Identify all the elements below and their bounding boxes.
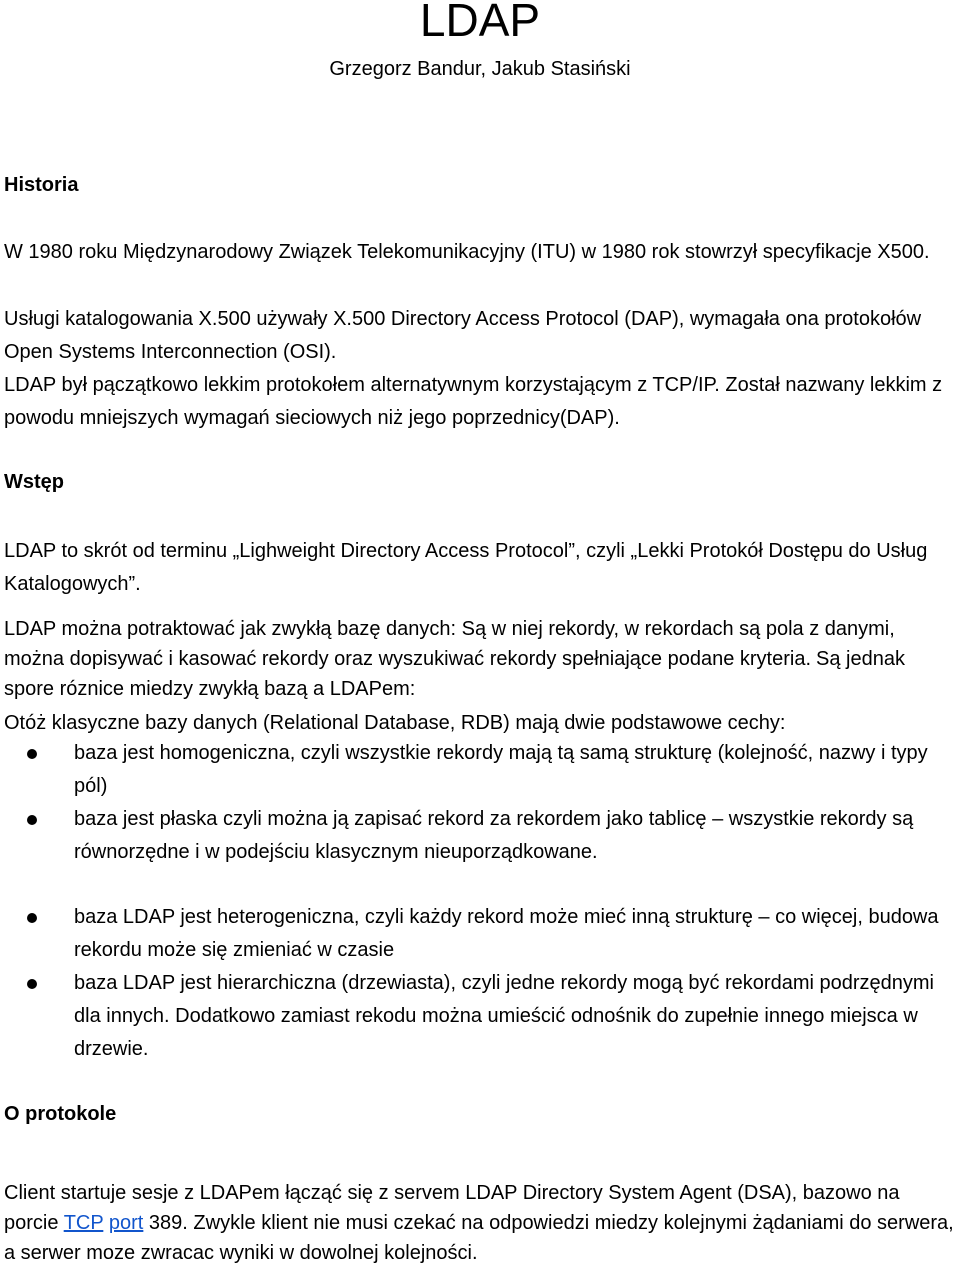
historia-paragraph-3: LDAP był pączątkowo lekkim protokołem alternatywnym korzystającym z TCP/IP. Został nazwany lekkim z powodu mniejszych wymagań sieciowych niż jego poprzednicy(DAP).: [4, 374, 943, 429]
list-item: [4, 967, 958, 1066]
bullet-icon: [27, 913, 37, 923]
section-heading-wstep: Wstęp: [4, 471, 64, 493]
wstep-paragraph-1: LDAP to skrót od terminu „Lighweight Directory Access Protocol”, czyli „Lekki Protokół Dostępu do Usług Katalogowych”.: [4, 540, 928, 595]
historia-paragraph-1: W 1980 roku Międzynarodowy Związek Telekomunikacyjny (ITU) w 1980 rok stowrzył specyfikacje X500.: [4, 241, 930, 263]
rdb-features-list: [4, 737, 958, 869]
list-item-text: baza LDAP jest hierarchiczna (drzewiasta), czyli jedne rekordy mogą być rekordami podrzędnymi dla innych. Dodatkowo zamiast rekodu można umieścić odnośnik do zupełnie innego miejsca w drzewie.: [74, 972, 934, 1060]
bullet-icon: [27, 815, 37, 825]
port-link[interactable]: port: [108, 1212, 144, 1234]
section-heading-historia: Historia: [4, 174, 79, 196]
o-protokole-text-before-links: Client startuje sesje z LDAPem łącząć się z servem LDAP Directory System Agent (DSA), bazowo na porcie: [4, 1182, 900, 1234]
wstep-paragraph-2-part-b: Są jednak spore róznice miedzy zwykłą bazą a LDAPem:: [4, 648, 905, 700]
wstep-paragraph-3: Otóż klasyczne bazy danych (Relational Database, RDB) mają dwie podstawowe cechy:: [4, 712, 786, 734]
list-item: [4, 901, 958, 967]
o-protokole-paragraph: [4, 1178, 958, 1268]
historia-paragraph-2: Usługi katalogowania X.500 używały X.500 Directory Access Protocol (DAP), wymagała ona protokołów Open Systems Interconnection (OSI).: [4, 308, 922, 363]
ldap-features-list: [4, 901, 958, 1066]
list-item-text: baza LDAP jest heterogeniczna, czyli każdy rekord może mieć inną strukturę – co więcej, budowa rekordu może się zmieniać w czasie: [74, 906, 939, 961]
document-authors: Grzegorz Bandur, Jakub Stasiński: [329, 58, 631, 80]
bullet-icon: [27, 979, 37, 989]
list-item-text: baza jest homogeniczna, czyli wszystkie rekordy mają tą samą strukturę (kolejność, nazwy i typy pól): [74, 742, 928, 797]
bullet-icon: [27, 749, 37, 759]
o-protokole-text-after-links: 389. Zwykle klient nie musi czekać na odpowiedzi miedzy kolejnymi żądaniami do serwera, a serwer moze zwracac wyniki w dowolnej kolejności.: [4, 1212, 954, 1264]
wstep-paragraph-2: [4, 614, 958, 704]
document-title: LDAP: [419, 0, 541, 46]
list-item-text: baza jest płaska czyli można ją zapisać rekord za rekordem jako tablicę – wszystkie rekordy są równorzędne i w podejściu klasycznym nieuporządkowane.: [74, 808, 914, 863]
section-heading-o-protokole: O protokole: [4, 1103, 117, 1125]
tcp-link[interactable]: TCP: [63, 1212, 104, 1234]
list-item: [4, 803, 958, 869]
list-item: [4, 737, 958, 803]
wstep-paragraph-2-part-a: LDAP można potraktować jak zwykłą bazę danych: Są w niej rekordy, w rekordach są pola z danymi, można dopisywać i kasować rekordy oraz wyszukiwać rekordy spełniające podane kryteria.: [4, 618, 895, 670]
